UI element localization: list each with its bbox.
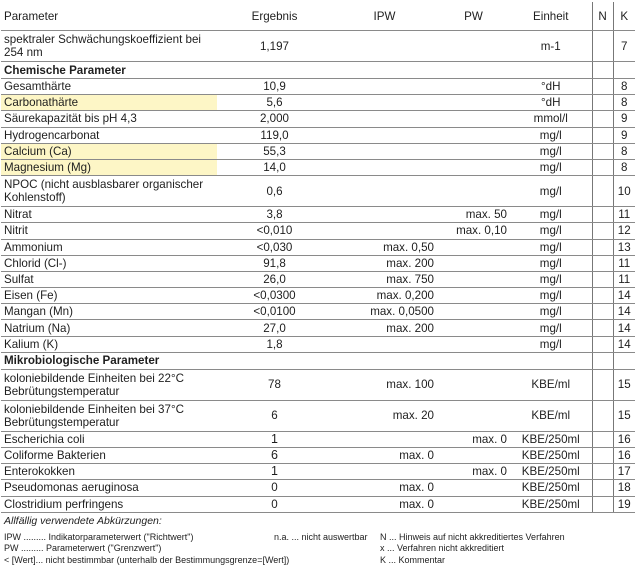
table-row [1,431,635,447]
pw-cell: max. 0 [437,464,510,480]
param-cell: Natrium (Na) [1,320,217,336]
k-cell: 11 [613,271,635,287]
table-row [1,31,635,62]
k-cell: 19 [613,496,635,512]
result-cell: 0 [217,480,332,496]
section-header-row [1,352,635,369]
table-row [1,369,635,400]
unit-cell: mg/l [510,159,592,175]
k-cell: 16 [613,448,635,464]
result-cell: 27,0 [217,320,332,336]
n-cell [592,223,613,239]
ipw-cell [332,207,437,223]
n-cell [592,111,613,127]
pw-cell [437,369,510,400]
param-cell: koloniebildende Einheiten bei 22°C Bebrütungstemperatur [1,369,217,400]
k-cell: 14 [613,336,635,352]
result-cell: 0 [217,496,332,512]
n-cell [592,431,613,447]
unit-cell: mg/l [510,207,592,223]
param-cell: Mangan (Mn) [1,304,217,320]
unit-cell: °dH [510,95,592,111]
table-row [1,480,635,496]
k-cell: 11 [613,255,635,271]
result-cell: <0,0100 [217,304,332,320]
pw-cell [437,480,510,496]
n-cell [592,239,613,255]
k-cell: 9 [613,127,635,143]
ipw-cell: max. 200 [332,255,437,271]
pw-cell [437,255,510,271]
n-cell [592,143,613,159]
k-cell: 15 [613,369,635,400]
table-row [1,223,635,239]
n-cell [592,400,613,431]
k-cell: 8 [613,95,635,111]
result-cell: 1 [217,464,332,480]
abbreviations-row-1 [4,532,636,544]
result-cell: 119,0 [217,127,332,143]
abbr-x: x ... Verfahren nicht akkreditiert [380,543,505,553]
n-cell [592,496,613,512]
pw-cell: max. 0,10 [437,223,510,239]
ipw-cell: max. 100 [332,369,437,400]
ipw-cell [332,159,437,175]
unit-cell: mg/l [510,127,592,143]
param-cell: Sulfat [1,271,217,287]
n-cell [592,320,613,336]
unit-cell: mg/l [510,320,592,336]
n-cell [592,176,613,207]
ipw-cell: max. 0,200 [332,288,437,304]
unit-cell: mg/l [510,143,592,159]
table-row [1,127,635,143]
k-cell: 10 [613,176,635,207]
table-row [1,464,635,480]
result-cell: <0,010 [217,223,332,239]
result-cell: 1,8 [217,336,332,352]
param-cell: Enterokokken [1,464,217,480]
param-cell: Säurekapazität bis pH 4,3 [1,111,217,127]
param-cell: Ammonium [1,239,217,255]
n-cell [592,79,613,95]
param-cell: Nitrat [1,207,217,223]
ipw-cell [332,336,437,352]
section-title: Chemische Parameter [1,62,592,79]
section-header-row [1,62,635,79]
abbr-n: N ... Hinweis auf nicht akkreditiertes Verfahren [380,531,565,542]
param-cell: Kalium (K) [1,336,217,352]
n-cell [592,304,613,320]
section-n-cell [592,62,613,79]
result-cell: 3,8 [217,207,332,223]
k-cell: 14 [613,304,635,320]
table-row [1,207,635,223]
abbreviations-footer [4,516,636,566]
table-row [1,448,635,464]
result-cell: 5,6 [217,95,332,111]
param-cell: Gesamthärte [1,79,217,95]
abbr-k: K ... Kommentar [380,554,446,565]
n-cell [592,480,613,496]
header-ipw: IPW [332,2,437,31]
ipw-cell [332,79,437,95]
section-k-cell [613,352,635,369]
ipw-cell [332,431,437,447]
table-row [1,176,635,207]
abbr-wert: < [Wert]... nicht bestimmbar (unterhalb der Bestimmungsgrenze=[Wert]) [4,554,290,565]
section-title: Mikrobiologische Parameter [1,352,592,369]
pw-cell [437,31,510,62]
ipw-cell: max. 200 [332,320,437,336]
ipw-cell: max. 0 [332,448,437,464]
n-cell [592,255,613,271]
pw-cell [437,336,510,352]
k-cell: 14 [613,288,635,304]
pw-cell [437,95,510,111]
ipw-cell: max. 0,50 [332,239,437,255]
abbr-pw: PW ......... Parameterwert ("Grenzwert") [4,543,162,553]
n-cell [592,369,613,400]
unit-cell: mg/l [510,336,592,352]
pw-cell [437,304,510,320]
result-cell: 2,000 [217,111,332,127]
param-cell: koloniebildende Einheiten bei 37°C Bebrütungstemperatur [1,400,217,431]
pw-cell [437,127,510,143]
ipw-cell: max. 750 [332,271,437,287]
ipw-cell [332,143,437,159]
k-cell: 8 [613,79,635,95]
param-cell: Pseudomonas aeruginosa [1,480,217,496]
table-row [1,111,635,127]
n-cell [592,336,613,352]
param-cell: NPOC (nicht ausblasbarer organischer Kohlenstoff) [1,176,217,207]
param-cell: Magnesium (Mg) [1,159,217,175]
header-parameter: Parameter [1,2,217,31]
unit-cell: KBE/250ml [510,496,592,512]
pw-cell [437,239,510,255]
unit-cell: KBE/ml [510,400,592,431]
param-cell: Hydrogencarbonat [1,127,217,143]
table-row [1,95,635,111]
ipw-cell: max. 0 [332,496,437,512]
unit-cell: KBE/250ml [510,464,592,480]
k-cell: 16 [613,431,635,447]
unit-cell: KBE/250ml [510,448,592,464]
unit-cell: °dH [510,79,592,95]
ipw-cell [332,464,437,480]
param-cell: Chlorid (Cl-) [1,255,217,271]
pw-cell [437,159,510,175]
result-cell: 1 [217,431,332,447]
pw-cell [437,271,510,287]
unit-cell: m-1 [510,31,592,62]
param-cell: Eisen (Fe) [1,288,217,304]
pw-cell: max. 0 [437,431,510,447]
header-ergebnis: Ergebnis [217,2,332,31]
result-cell: 14,0 [217,159,332,175]
pw-cell [437,400,510,431]
k-cell: 11 [613,207,635,223]
k-cell: 9 [613,111,635,127]
ipw-cell [332,31,437,62]
k-cell: 8 [613,159,635,175]
param-cell: Clostridium perfringens [1,496,217,512]
unit-cell: mg/l [510,271,592,287]
table-row [1,336,635,352]
header-k: K [613,2,635,31]
table-row [1,143,635,159]
k-cell: 15 [613,400,635,431]
result-cell: <0,030 [217,239,332,255]
result-cell: 91,8 [217,255,332,271]
abbreviations-row-3 [4,555,636,567]
pw-cell [437,496,510,512]
k-cell: 13 [613,239,635,255]
result-cell: <0,0300 [217,288,332,304]
pw-cell [437,143,510,159]
result-cell: 6 [217,400,332,431]
k-cell: 8 [613,143,635,159]
param-cell: spektraler Schwächungskoeffizient bei 254 nm [1,31,217,62]
abbr-na: n.a. ... nicht auswertbar [274,531,368,542]
result-cell: 6 [217,448,332,464]
unit-cell: mg/l [510,176,592,207]
unit-cell: KBE/250ml [510,431,592,447]
pw-cell: max. 50 [437,207,510,223]
k-cell: 7 [613,31,635,62]
abbr-ipw: IPW ......... Indikatorparameterwert ("Richtwert") [4,531,194,542]
results-body [1,31,635,513]
pw-cell [437,79,510,95]
table-row [1,239,635,255]
unit-cell: mmol/l [510,111,592,127]
abbreviations-row-2 [4,543,636,555]
table-row [1,271,635,287]
table-row [1,159,635,175]
section-k-cell [613,62,635,79]
result-cell: 1,197 [217,31,332,62]
header-einheit: Einheit [510,2,592,31]
table-row [1,79,635,95]
n-cell [592,127,613,143]
unit-cell: KBE/250ml [510,480,592,496]
pw-cell [437,111,510,127]
ipw-cell: max. 20 [332,400,437,431]
result-cell: 0,6 [217,176,332,207]
ipw-cell [332,127,437,143]
results-table [1,2,635,513]
header-n: N [592,2,613,31]
n-cell [592,95,613,111]
param-cell: Calcium (Ca) [1,143,217,159]
n-cell [592,207,613,223]
k-cell: 18 [613,480,635,496]
unit-cell: mg/l [510,223,592,239]
ipw-cell [332,95,437,111]
k-cell: 14 [613,320,635,336]
n-cell [592,288,613,304]
pw-cell [437,320,510,336]
ipw-cell [332,176,437,207]
unit-cell: KBE/ml [510,369,592,400]
table-row [1,400,635,431]
result-cell: 10,9 [217,79,332,95]
ipw-cell: max. 0 [332,480,437,496]
result-cell: 26,0 [217,271,332,287]
abbreviations-title: Allfällig verwendete Abkürzungen: [4,515,162,527]
param-cell: Nitrit [1,223,217,239]
unit-cell: mg/l [510,304,592,320]
param-cell: Coliforme Bakterien [1,448,217,464]
unit-cell: mg/l [510,288,592,304]
n-cell [592,448,613,464]
ipw-cell: max. 0,0500 [332,304,437,320]
n-cell [592,271,613,287]
table-row [1,496,635,512]
n-cell [592,464,613,480]
header-row [1,2,635,31]
unit-cell: mg/l [510,239,592,255]
param-cell: Carbonathärte [1,95,217,111]
result-cell: 55,3 [217,143,332,159]
pw-cell [437,448,510,464]
result-cell: 78 [217,369,332,400]
pw-cell [437,176,510,207]
param-cell: Escherichia coli [1,431,217,447]
section-n-cell [592,352,613,369]
table-row [1,255,635,271]
table-row [1,304,635,320]
n-cell [592,159,613,175]
ipw-cell [332,223,437,239]
ipw-cell [332,111,437,127]
table-row [1,288,635,304]
k-cell: 17 [613,464,635,480]
table-row [1,320,635,336]
unit-cell: mg/l [510,255,592,271]
pw-cell [437,288,510,304]
k-cell: 12 [613,223,635,239]
header-pw: PW [437,2,510,31]
n-cell [592,31,613,62]
